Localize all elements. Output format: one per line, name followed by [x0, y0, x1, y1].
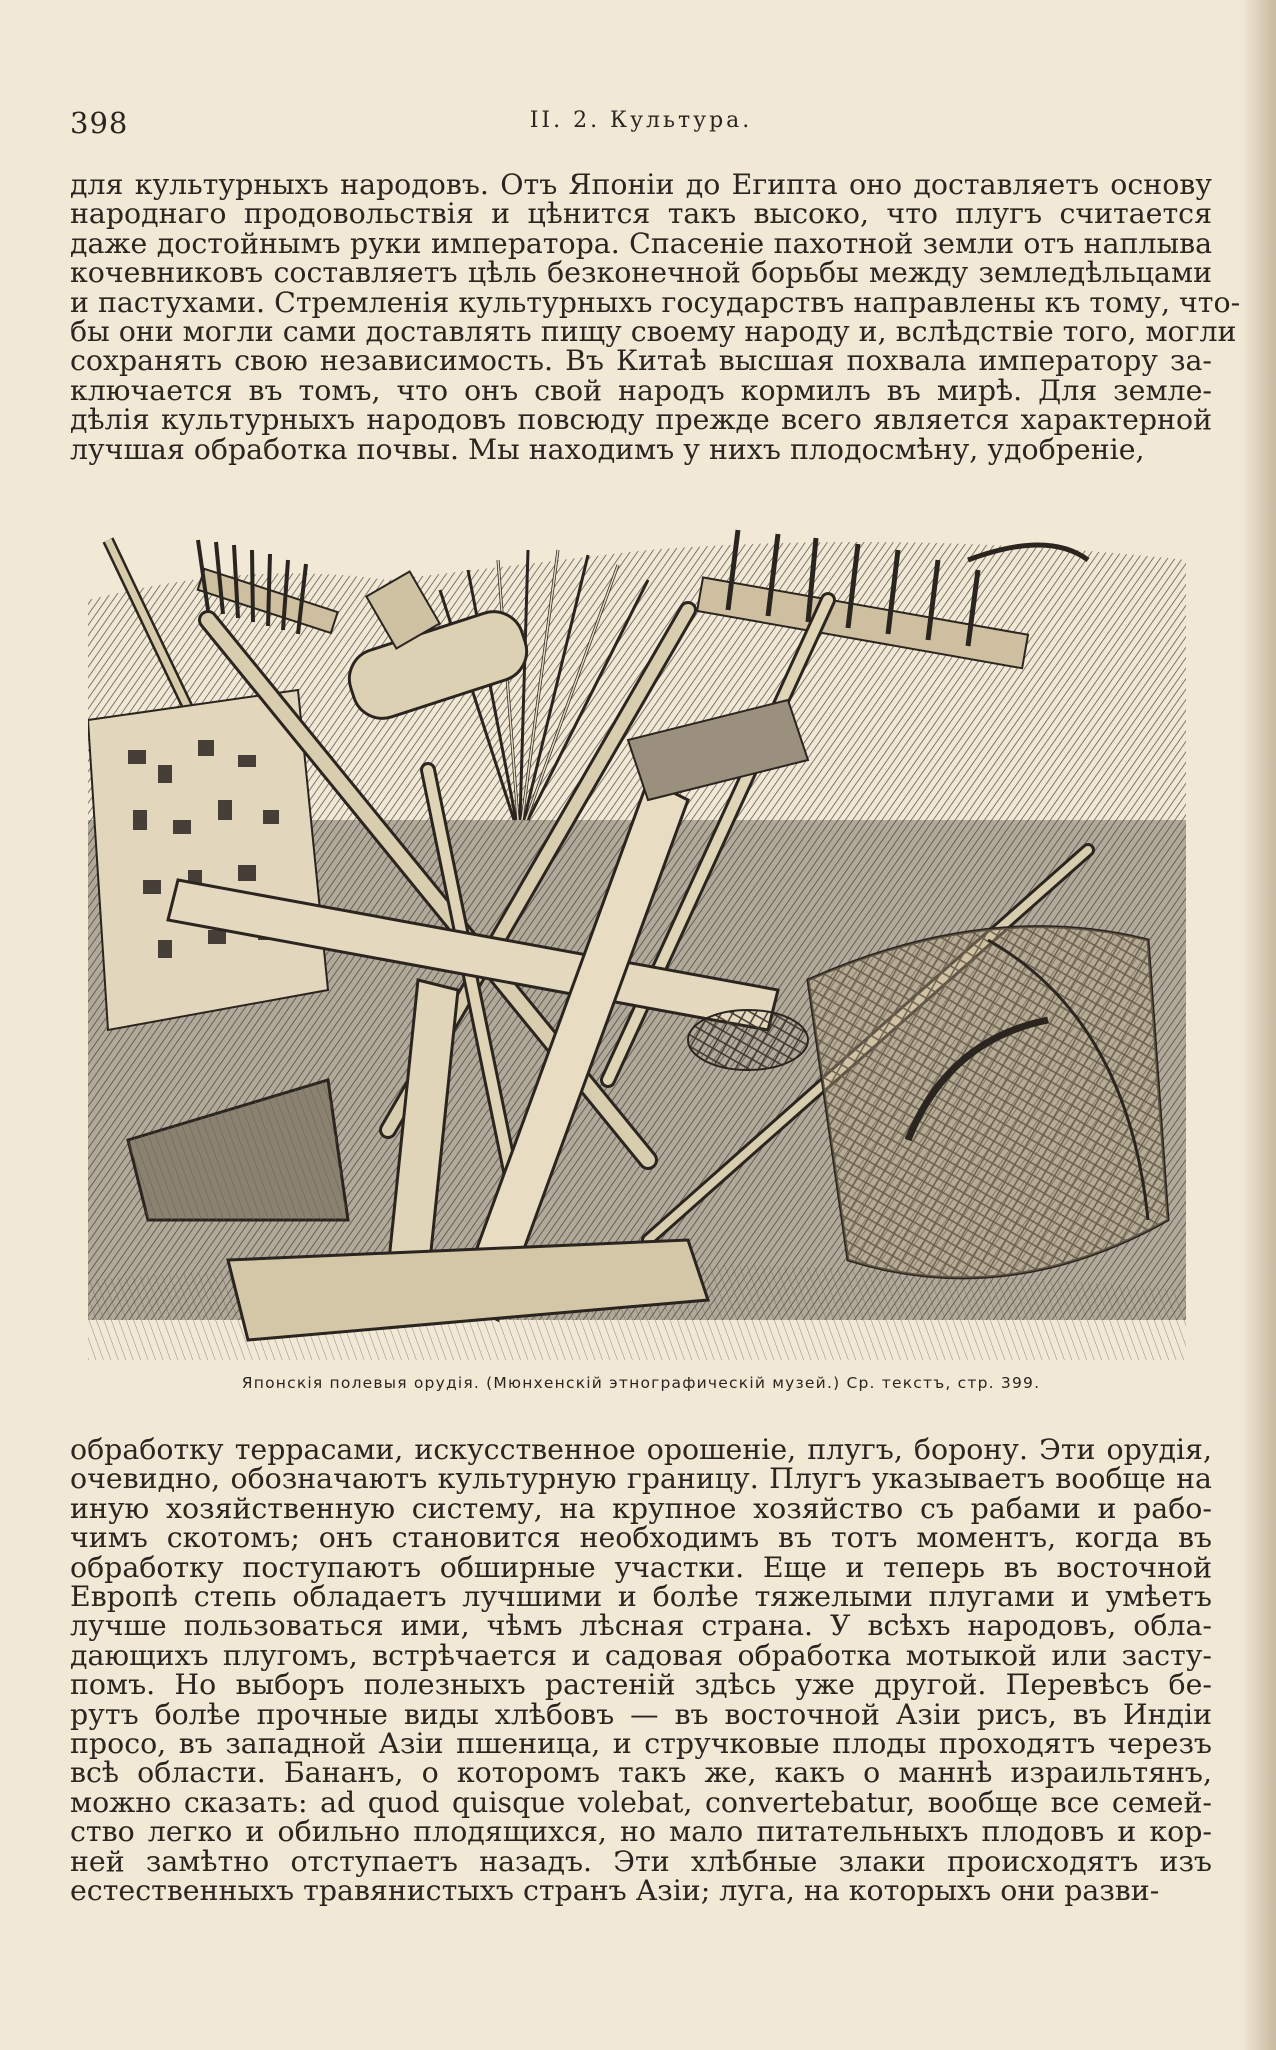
- page-header: [70, 106, 1212, 146]
- text-line: народнаго продовольствія и цѣнится такъ высоко, что плугъ считается: [70, 197, 1212, 231]
- text-line: естественныхъ травянистыхъ странъ Азіи; луга, на которыхъ они разви-: [70, 1874, 1160, 1908]
- engraving-japanese-field-tools: [88, 520, 1186, 1360]
- text-line: дающихъ плугомъ, встрѣчается и садовая обработка мотыкой или засту-: [70, 1638, 1212, 1672]
- text-line: и пастухами. Стремленія культурныхъ государствъ направлены къ тому, что-: [70, 285, 1241, 319]
- text-line: ней замѣтно отступаетъ назадъ. Эти хлѣбные злаки происходятъ изъ: [70, 1844, 1212, 1878]
- text-line: очевидно, обозначаютъ культурную границу. Плугъ указываетъ вообще на: [70, 1462, 1212, 1496]
- text-line: кочевниковъ составляетъ цѣль безконечной борьбы между земледѣльцами: [70, 256, 1212, 290]
- paragraph-top: [70, 168, 1241, 466]
- text-line: помъ. Но выборъ полезныхъ растеній здѣсь уже другой. Перевѣсъ бе-: [70, 1668, 1212, 1702]
- text-line: для культурныхъ народовъ. Отъ Японіи до Египта оно доставляетъ основу: [70, 168, 1212, 201]
- text-line: Европѣ степь обладаетъ лучшими и болѣе тяжелыми плугами и умѣетъ: [70, 1580, 1212, 1614]
- text-line: можно сказать: ad quod quisque volebat, convertebatur, вообще все семей-: [70, 1785, 1212, 1819]
- text-line: даже достойнымъ руки императора. Спасеніе пахотной земли отъ наплыва: [70, 226, 1212, 260]
- text-line: сохранять свою независимость. Въ Китаѣ высшая похвала императору за-: [70, 344, 1212, 378]
- text-line: просо, въ западной Азіи пшеница, и стручковые плоды проходятъ черезъ: [70, 1727, 1212, 1761]
- text-line: рутъ болѣе прочные виды хлѣбовъ — въ восточной Азіи рисъ, въ Индіи: [70, 1697, 1212, 1731]
- text-line: обработку поступаютъ обширные участки. Еще и теперь въ восточной: [70, 1550, 1212, 1584]
- text-line: обработку террасами, искусственное орошеніе, плугъ, борону. Эти орудія,: [70, 1433, 1212, 1466]
- running-head: II. 2. Культура.: [529, 108, 753, 133]
- text-line: бы они могли сами доставлять пищу своему народу и, вслѣдствіе того, могли: [70, 315, 1237, 349]
- text-line: дѣлія культурныхъ народовъ повсюду прежде всего является характерной: [70, 403, 1212, 437]
- page-number: 398: [70, 106, 129, 140]
- text-line: лучше пользоваться ими, чѣмъ лѣсная страна. У всѣхъ народовъ, обла-: [70, 1609, 1212, 1643]
- text-line: ключается въ томъ, что онъ свой народъ кормилъ въ мирѣ. Для земле-: [70, 373, 1212, 407]
- paragraph-bottom: [70, 1435, 1212, 1906]
- text-line: лучшая обработка почвы. Мы находимъ у нихъ плодосмѣну, удобреніе,: [70, 432, 1145, 466]
- text-line: иную хозяйственную систему, на крупное хозяйство съ рабами и рабо-: [70, 1491, 1212, 1525]
- engraving-illustration: [88, 520, 1186, 1360]
- text-line: всѣ области. Бананъ, о которомъ такъ же, какъ о маннѣ израильтянъ,: [70, 1756, 1212, 1790]
- text-line: чимъ скотомъ; онъ становится необходимъ въ тотъ моментъ, когда въ: [70, 1521, 1212, 1555]
- figure-caption: Японскія полевыя орудія. (Мюнхенскій этнографическій музей.) Ср. текстъ, стр. 399.: [241, 1374, 1041, 1392]
- page-edge-shadow: [1242, 0, 1276, 2050]
- text-line: ство легко и обильно плодящихся, но мало питательныхъ плодовъ и кор-: [70, 1815, 1212, 1849]
